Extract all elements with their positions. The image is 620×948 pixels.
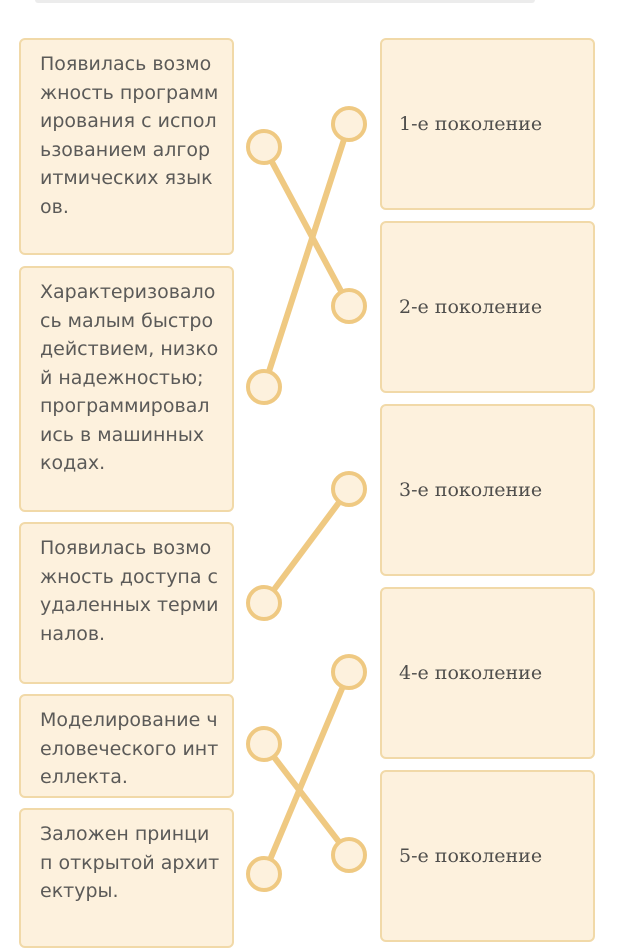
statement-text-4: Моделирование человеческого интеллекта.	[40, 709, 219, 788]
generation-card-1[interactable]	[380, 38, 595, 210]
generation-handle-1[interactable]	[333, 108, 365, 140]
connector-line-2	[264, 124, 349, 387]
statement-card-1[interactable]	[19, 38, 234, 255]
statement-text-2: Характеризовалось малым быстродействием, низкой надежностью; программировались в машинных кодах.	[40, 281, 219, 474]
generation-handle-5[interactable]	[333, 839, 365, 871]
statement-card-2[interactable]	[19, 266, 234, 512]
statement-card-4[interactable]	[19, 694, 234, 798]
generation-label-2: 2-е поколение	[399, 296, 543, 318]
generation-card-2[interactable]	[380, 221, 595, 393]
statement-text-3: Появилась возможность доступа с удаленных терминалов.	[40, 537, 219, 645]
generation-label-5: 5-е поколение	[399, 845, 543, 867]
generation-label-1: 1-е поколение	[399, 113, 543, 135]
connector-line-1	[264, 147, 349, 306]
statement-card-5[interactable]	[19, 808, 234, 948]
generation-handle-2[interactable]	[333, 290, 365, 322]
generation-card-3[interactable]	[380, 404, 595, 576]
statement-text-5: Заложен принцип открытой архитектуры.	[40, 823, 220, 902]
generation-card-4[interactable]	[380, 587, 595, 759]
statement-handle-1[interactable]	[248, 131, 280, 163]
statement-handle-5[interactable]	[248, 858, 280, 890]
generation-handle-4[interactable]	[333, 656, 365, 688]
statement-handle-4[interactable]	[248, 728, 280, 760]
statement-handle-2[interactable]	[248, 371, 280, 403]
connector-line-4	[264, 744, 349, 855]
generation-label-4: 4-е поколение	[399, 662, 543, 684]
generation-handle-3[interactable]	[333, 473, 365, 505]
generation-label-3: 3-е поколение	[399, 479, 543, 501]
statement-card-3[interactable]	[19, 522, 234, 684]
statement-handle-3[interactable]	[248, 587, 280, 619]
generation-card-5[interactable]	[380, 770, 595, 942]
scroll-top-edge	[35, 0, 535, 3]
statement-text-1: Появилась возможность программирования с использованием алгоритмических языков.	[40, 53, 219, 218]
connector-line-3	[264, 489, 349, 603]
